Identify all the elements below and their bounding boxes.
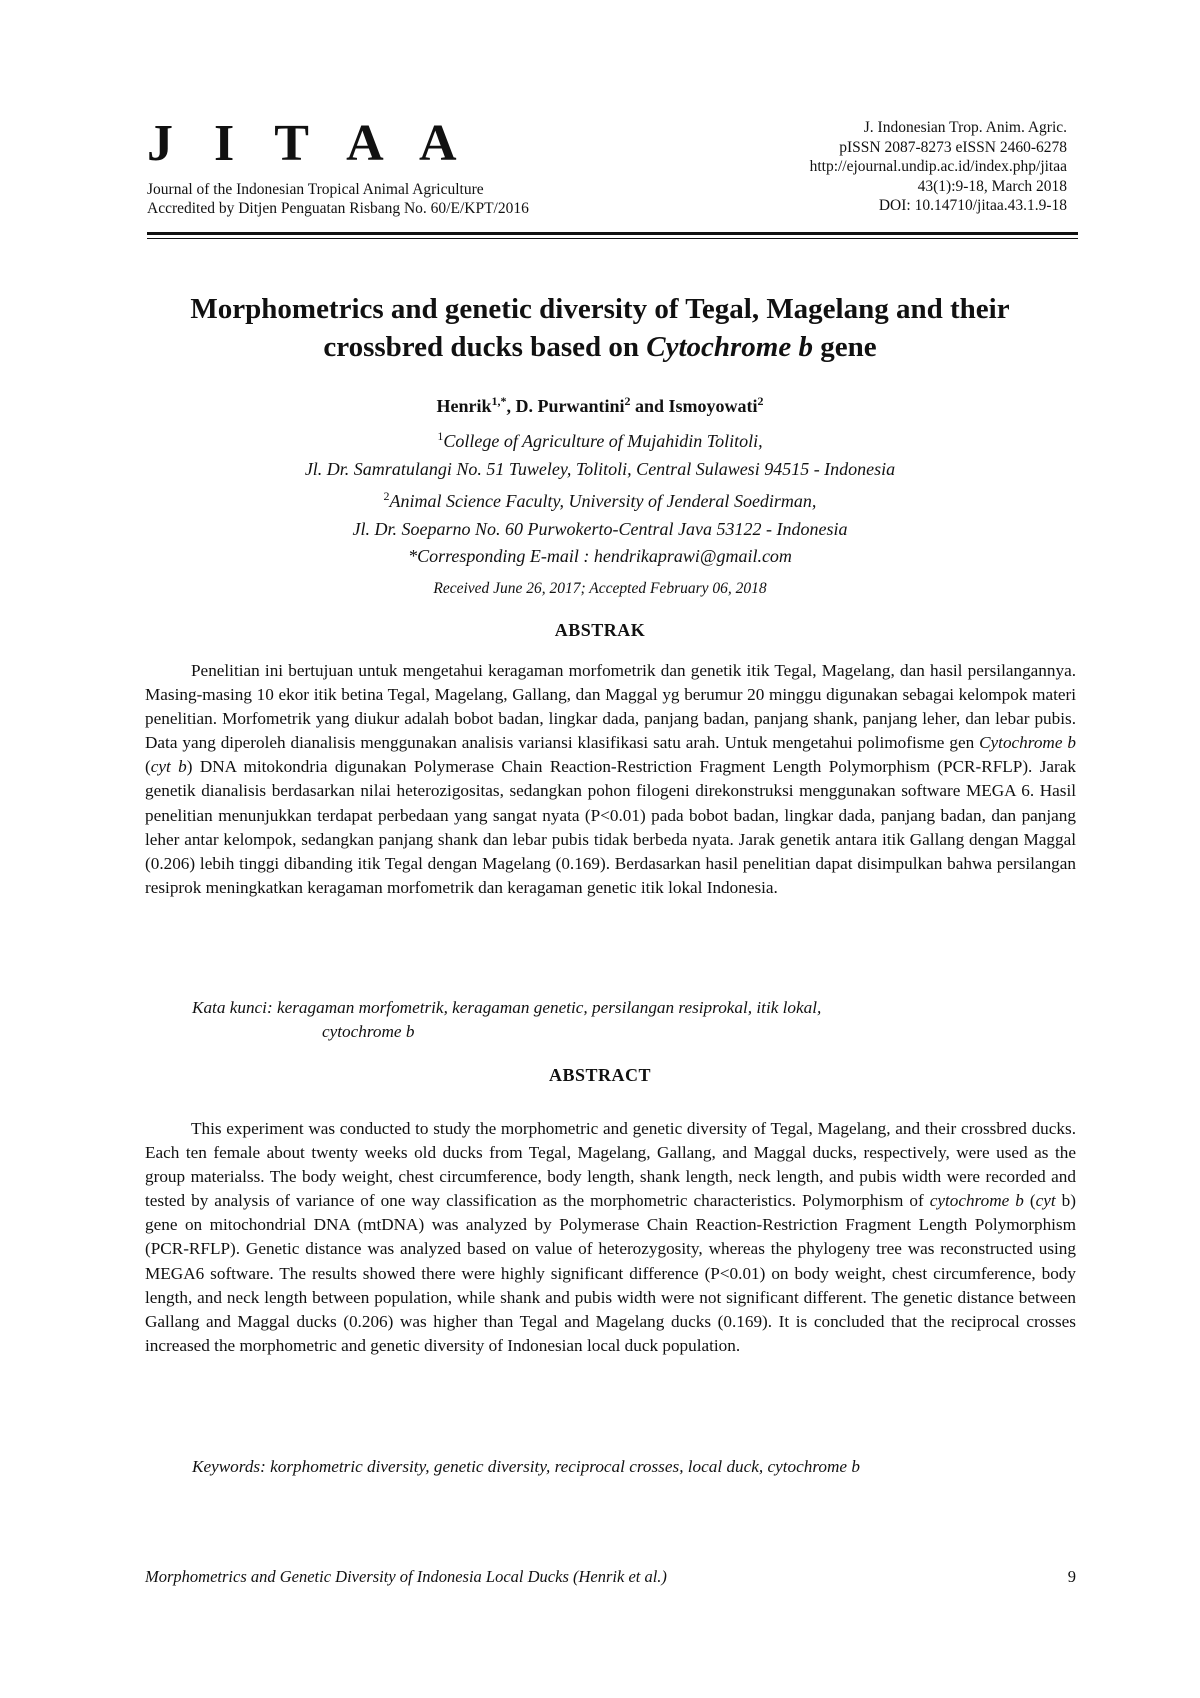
abstract-gene-abbrev: cyt [1035,1191,1056,1211]
author-2: , D. Purwantini [506,396,625,416]
abstrak-keywords [145,996,1076,1044]
abstract-text-1: This experiment was conducted to study the morphometric and genetic diversity of Tegal, Magelang, and their crossbred ducks. Each ten female about twenty weeks old ducks from Tegal, Magelang, Gallang, and Maggal ducks, respectively, were used as the group materialss. The body weight, chest circumference, body length, shank length, neck length, and pubis width were recorded and tested by analysis of variance of one way classification as the morphometric characteristics. Polymorphism of [145,1119,1076,1211]
title-text-end: gene [812,331,877,363]
journal-name: Journal of the Indonesian Tropical Animal Agriculture [147,181,484,198]
corresponding-email[interactable]: *Corresponding E-mail : hendrikaprawi@gmail.com [408,546,792,566]
abstrak-text-2: ( [145,757,151,777]
journal-logo: J I T A A [147,115,471,172]
header-rule-thick [147,232,1078,235]
abstrak-heading: ABSTRAK [554,620,646,640]
author-3: and Ismoyowati [630,396,758,416]
keywords-line: Keywords: korphometric diversity, genetic diversity, reciprocal crosses, local duck, cytochrome b [192,1457,860,1476]
abstract-text-2: ( [1023,1191,1036,1211]
affiliations [120,423,1080,571]
affiliation-2-mark: 2 [383,489,390,503]
author-1: Henrik [436,396,492,416]
header-rule-thin [147,238,1078,239]
journal-abbrev: J. Indonesian Trop. Anim. Agric. [863,119,1067,136]
abstrak-gene-abbrev: cyt b [150,757,187,777]
affiliation-2-address: Jl. Dr. Soeparno No. 60 Purwokerto-Central Java 53122 - Indonesia [352,518,848,539]
kata-kunci-line-2: cytochrome b [322,1022,415,1042]
abstract-heading: ABSTRACT [548,1065,652,1085]
title-text: crossbred ducks based on [323,331,647,363]
abstrak-text-1: Penelitian ini bertujuan untuk mengetahui keragaman morfometrik dan genetik itik Tegal, Magelang, dan hasil persilangannya. Masing-masing 10 ekor itik betina Tegal, Magelang, Gallang, dan Maggal yg berumur 20 minggu digunakan sebagai kelompok materi penelitian. Morfometrik yang diukur adalah bobot badan, lingkar dada, panjang badan, panjang shank, panjang leher, dan lebar pubis. Data yang diperoleh dianalisis menggunakan analisis variansi klasifikasi satu arah. Untuk mengetahui polimofisme gen [145,661,1076,753]
abstrak-paragraph [145,659,1076,900]
abstract-keywords [145,1455,1076,1479]
author-2-mark: 2 [624,394,631,408]
kata-kunci-line-1: keragaman morfometrik, keragaman genetic, persilangan resiprokal, itik lokal, [272,998,822,1017]
abstrak-text-3: ) DNA mitokondria digunakan Polymerase Chain Reaction-Restriction Fragment Length Polymorphism (PCR-RFLP). Jarak genetik dianalisis berdasarkan nilai heterozigositas, sedangkan pohon filogeni direkonstruksi menggunakan software MEGA 6. Hasil penelitian menunjukkan terdapat perbedaan yang sangat nyata (P<0.01) pada bobot badan, lingkar dada, panjang badan, dan panjang leher antar kelompok, sedangkan panjang shank dan lebar pubis tidak berbeda nyata. Jarak genetik antara itik Gallang dengan Maggal (0.206) lebih tinggi dibanding itik Tegal dengan Magelang (0.169). Berdasarkan hasil penelitian dapat disimpulkan bahwa persilangan resiprok meningkatkan keragaman morfometrik dan keragaman genetic itik lokal Indonesia. [145,757,1076,897]
abstract-paragraph [145,1117,1076,1358]
journal-doi[interactable]: DOI: 10.14710/jitaa.43.1.9-18 [878,197,1067,214]
abstract-gene: cytochrome b [929,1191,1024,1211]
running-title: Morphometrics and Genetic Diversity of Indonesia Local Ducks (Henrik et al.) [145,1567,667,1586]
journal-issn: pISSN 2087-8273 eISSN 2460-6278 [839,138,1067,156]
affiliation-1-mark: 1 [437,429,444,443]
author-1-mark: 1,* [491,394,507,408]
journal-info [547,118,1067,216]
title-line-2 [120,328,1080,366]
journal-url[interactable]: http://ejournal.undip.ac.id/index.php/jitaa [809,158,1067,175]
page-footer [145,1567,1076,1587]
abstract-text-3: b) gene on mitochondrial DNA (mtDNA) was analyzed by Polymerase Chain Reaction-Restriction Fragment Length Polymorphism (PCR-RFLP). Genetic distance was analyzed based on value of heterozygosity, whereas the phylogeny tree was reconstructed using MEGA6 software. The results showed there were highly significant difference (P<0.01) on body weight, chest circumference, body length, and neck length between population, while shank and pubis width were not significant different. The genetic distance between Gallang and Maggal ducks (0.206) was higher than Tegal and Magelang ducks (0.169). It is concluded that the reciprocal crosses increased the morphometric and genetic diversity of Indonesian local duck population. [145,1191,1076,1355]
abstrak-gene: Cytochrome b [979,733,1076,753]
kata-kunci-label: Kata kunci: [192,998,273,1017]
journal-volume: 43(1):9-18, March 2018 [917,177,1067,195]
affiliation-1-text: College of Agriculture of Mujahidin Tolitoli, [443,431,763,451]
affiliation-2-text: Animal Science Faculty, University of Jenderal Soedirman, [389,491,817,511]
affiliation-1-name [120,423,1080,456]
affiliation-1-address: Jl. Dr. Samratulangi No. 51 Tuweley, Tolitoli, Central Sulawesi 94515 - Indonesia [304,458,896,479]
page-number: 9 [1067,1567,1076,1586]
received-dates: Received June 26, 2017; Accepted February 06, 2018 [433,580,767,597]
title-line-1: Morphometrics and genetic diversity of Tegal, Magelang and their [190,293,1010,325]
author-list [120,394,1080,417]
title-gene-name: Cytochrome b [646,331,813,363]
abstrak-body [145,659,1076,900]
author-3-mark: 2 [757,394,764,408]
abstract-body [145,1117,1076,1358]
affiliation-2-name [120,483,1080,516]
paper-title [120,290,1080,366]
journal-accreditation: Accredited by Ditjen Penguatan Risbang No. 60/E/KPT/2016 [147,200,529,217]
